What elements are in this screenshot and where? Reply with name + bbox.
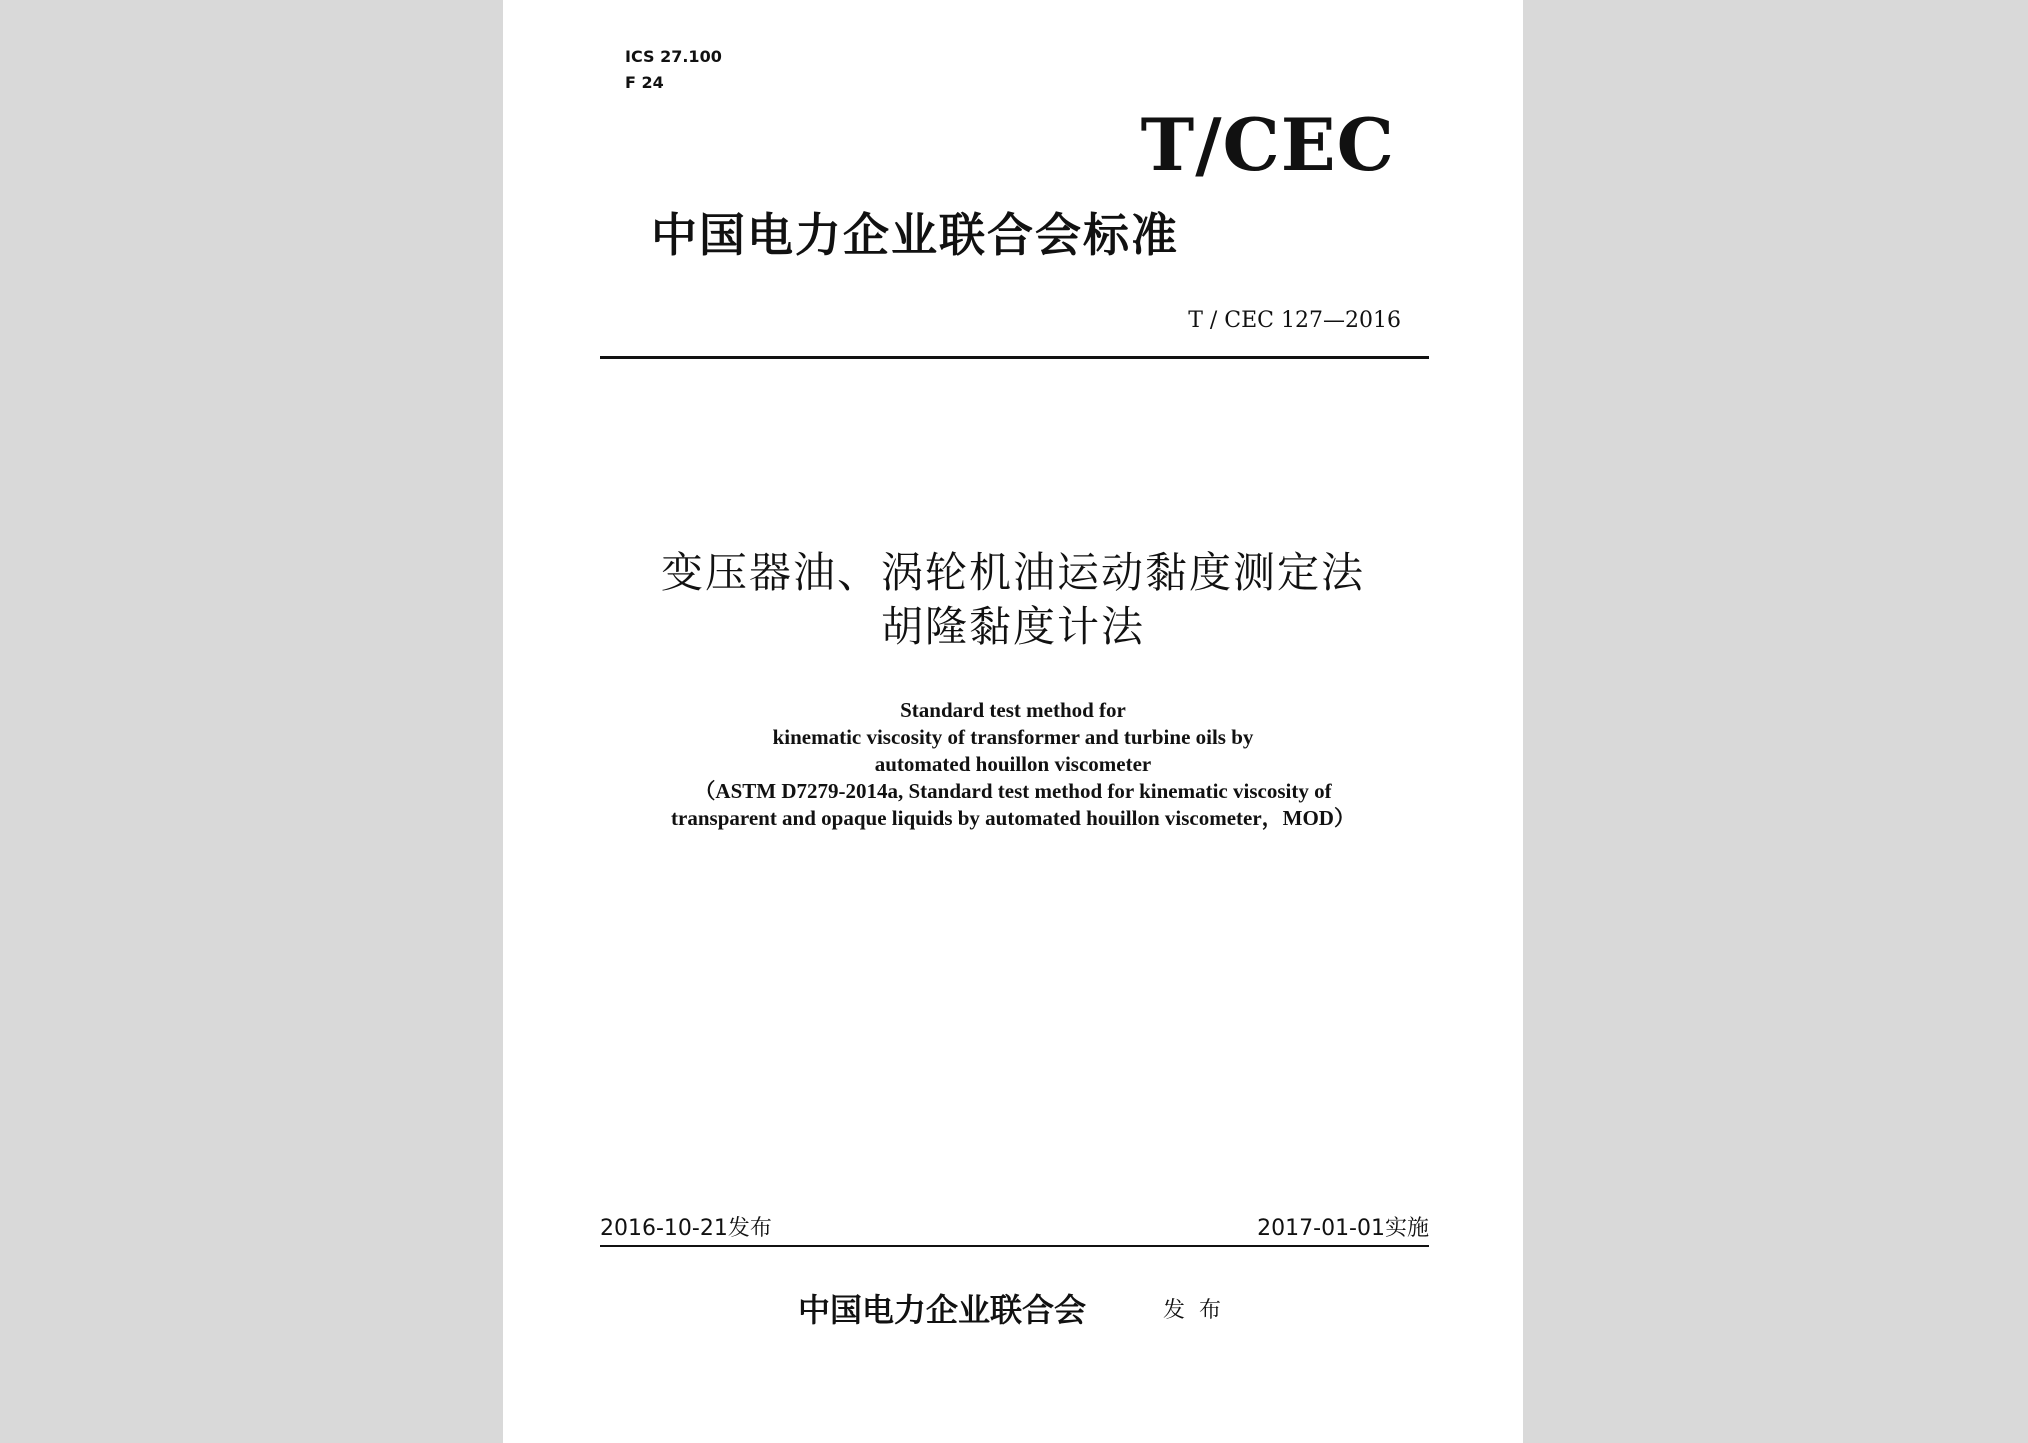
document-page [503,0,1523,1443]
organization-standard: 中国电力企业联合会标准 [651,208,1179,262]
english-title-line-4: （ASTM D7279-2014a, Standard test method for kinematic viscosity of [694,779,1332,803]
issue-date: 2016-10-21发布 [600,1216,772,1241]
footer-rule [600,1245,1429,1247]
header-rule [600,356,1429,359]
implementation-date: 2017-01-01实施 [1257,1216,1429,1241]
english-title-line-1: Standard test method for [900,698,1126,722]
english-title-line-2: kinematic viscosity of transformer and turbine oils by [772,725,1254,749]
english-title-line-3: automated houillon viscometer [874,752,1152,776]
ccs-code: F 24 [625,73,664,92]
standard-number: T / CEC 127—2016 [1188,308,1401,333]
publish-label: 发布 [1163,1298,1236,1323]
chinese-title-line-1: 变压器油、涡轮机油运动黏度测定法 [660,548,1365,597]
publisher-name: 中国电力企业联合会 [798,1291,1087,1329]
standard-brand: T/CEC [1140,102,1395,187]
ics-code: ICS 27.100 [625,47,722,66]
english-title-line-5: transparent and opaque liquids by automated houillon viscometer，MOD） [671,806,1355,830]
chinese-title-line-2: 胡隆黏度计法 [880,602,1145,651]
english-title [503,697,1523,832]
